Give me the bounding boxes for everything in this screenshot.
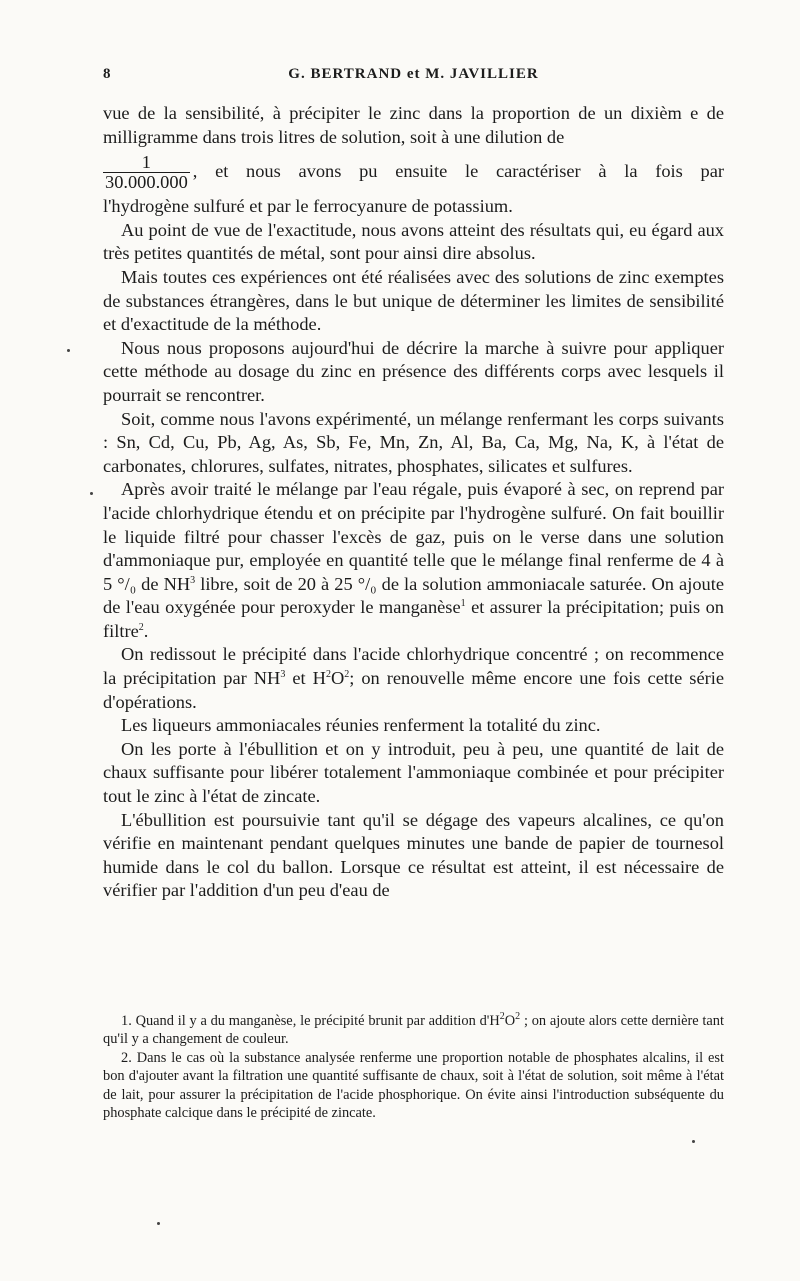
footnote-1-text-a: 1. Quand il y a du manganèse, le précipité brunit par addition d'H — [121, 1013, 500, 1029]
footnote-ref-1[interactable]: 1 — [460, 598, 466, 610]
footnote-1-text-b: O — [504, 1013, 516, 1029]
footnotes — [103, 1012, 724, 1122]
superscript: 3 — [190, 574, 196, 586]
paragraph-7 — [103, 643, 724, 714]
paragraph-5: Soit, comme nous l'avons expérimenté, un mélange renfermant les corps suivants : Sn, Cd, Cu, Pb, Ag, As, Sb, Fe, Mn, Zn, Al, Ba, Ca, Mg, Na, K, à l'état de carbonates, chlorures, sulfates, nitrates, phosphates, silicates et sulfures. — [103, 408, 724, 476]
superscript: 3 — [280, 668, 286, 680]
fraction-denominator: 30.000.000 — [105, 171, 188, 192]
superscript: 2 — [344, 668, 350, 680]
fraction-line — [103, 149, 724, 195]
paragraph-7-text-b: et H — [285, 668, 326, 689]
paragraph-6-text-a: Après avoir traité le mélange par l'eau régale, puis évaporé à sec, on reprend par l'acide chlorhydrique étendu et on précipite par l'hydrogène sulfuré. On fait bouillir le liquide filtré pour chasser l'excès de gaz, puis on le verse dans une solution d'ammoniaque pur, employée en quantité telle que le mélange final renferme de 4 à 5 °/₀ de NH — [103, 479, 724, 594]
paragraph-3: Mais toutes ces expériences ont été réalisées avec des solutions de zinc exemptes de substances étrangères, dans le but unique de déterminer les limites de sensibilité et d'exactitude de la méthode. — [103, 266, 724, 335]
body-text — [103, 102, 724, 903]
paragraph-1-after-fraction: , et nous avons pu ensuite le caractériser à la fois par — [192, 161, 724, 182]
print-speck — [90, 492, 93, 495]
footnote-ref-2[interactable]: 2 — [138, 621, 144, 633]
footnote-1-text-c: ; on ajoute alors cette dernière tant qu'il y a changement de couleur. — [103, 1013, 724, 1048]
footnote-2: 2. Dans le cas où la substance analysée renferme une proportion notable de phosphates alcalins, il est bon d'ajouter avant la filtration une quantité suffisante de chaux, soit à l'état de solution, soit même à l'état de lait, pour assurer la précipitation de l'acide phosphorique. On évite ainsi l'introduction subséquente du phosphate calcique dans le précipité de zincate. — [103, 1049, 724, 1122]
paragraph-6 — [103, 478, 724, 643]
paragraph-8: Les liqueurs ammoniacales réunies renferment la totalité du zinc. — [121, 715, 601, 736]
paragraph-10: L'ébullition est poursuivie tant qu'il se dégage des vapeurs alcalines, ce qu'on vérifie en maintenant pendant quelques minutes une bande de papier de tournesol humide dans le col du ballon. Lorsque ce résultat est atteint, il est nécessaire de vérifier par l'addition d'un peu d'eau de — [103, 809, 724, 901]
paragraph-6-text-b: libre, soit de 20 à 25 °/₀ de la solution ammoniacale saturée. On ajoute de l'eau oxygénée pour peroxyder le manganèse — [103, 573, 724, 618]
superscript: 2 — [515, 1011, 521, 1023]
paragraph-7-text-c: O — [330, 668, 345, 689]
footnote-1 — [103, 1012, 724, 1049]
page-number: 8 — [103, 66, 112, 82]
paragraph-4: Nous nous proposons aujourd'hui de décrire la marche à suivre pour appliquer cette méthode au dosage du zinc en présence des différents corps avec lesquels il pourrait se rencontrer. — [103, 337, 724, 405]
superscript: 2 — [499, 1011, 505, 1023]
paragraph-9: On les porte à l'ébullition et on y introduit, peu à peu, une quantité de lait de chaux suffisante pour libérer totalement l'ammoniaque combinée et pour précipiter tout le zinc à l'état de zincate. — [103, 738, 724, 807]
paragraph-6-text-c: et assurer la précipitation; puis on filtre — [103, 597, 724, 641]
paragraph-2: Au point de vue de l'exactitude, nous avons atteint des résultats qui, eu égard aux très petites quantités de métal, sont pour ainsi dire absolus. — [103, 219, 724, 264]
page-header — [103, 66, 724, 90]
superscript: 2 — [325, 668, 331, 680]
paragraph-7-text-a: On redissout le précipité dans l'acide chlorhydrique concentré ; on recommence la précipitation par NH — [103, 644, 724, 689]
paragraph-6-text-d: . — [143, 620, 149, 641]
paragraph-1 — [103, 102, 724, 149]
running-head: G. BERTRAND et M. JAVILLIER — [288, 66, 539, 82]
print-speck — [157, 1222, 160, 1225]
fraction-numerator: 1 — [141, 151, 151, 172]
paragraph-7-text-d: ; on renouvelle même encore une fois cette série d'opérations. — [103, 668, 724, 712]
print-speck — [692, 1140, 695, 1143]
paragraph-1-start: vue de la sensibilité, à précipiter le zinc dans la proportion de un dixièm e de milligramme dans trois litres de solution, soit à une dilution de — [103, 103, 724, 147]
print-speck — [67, 349, 70, 352]
paragraph-1-end: l'hydrogène sulfuré et par le ferrocyanure de potassium. — [103, 196, 513, 217]
dilution-fraction — [103, 153, 190, 192]
